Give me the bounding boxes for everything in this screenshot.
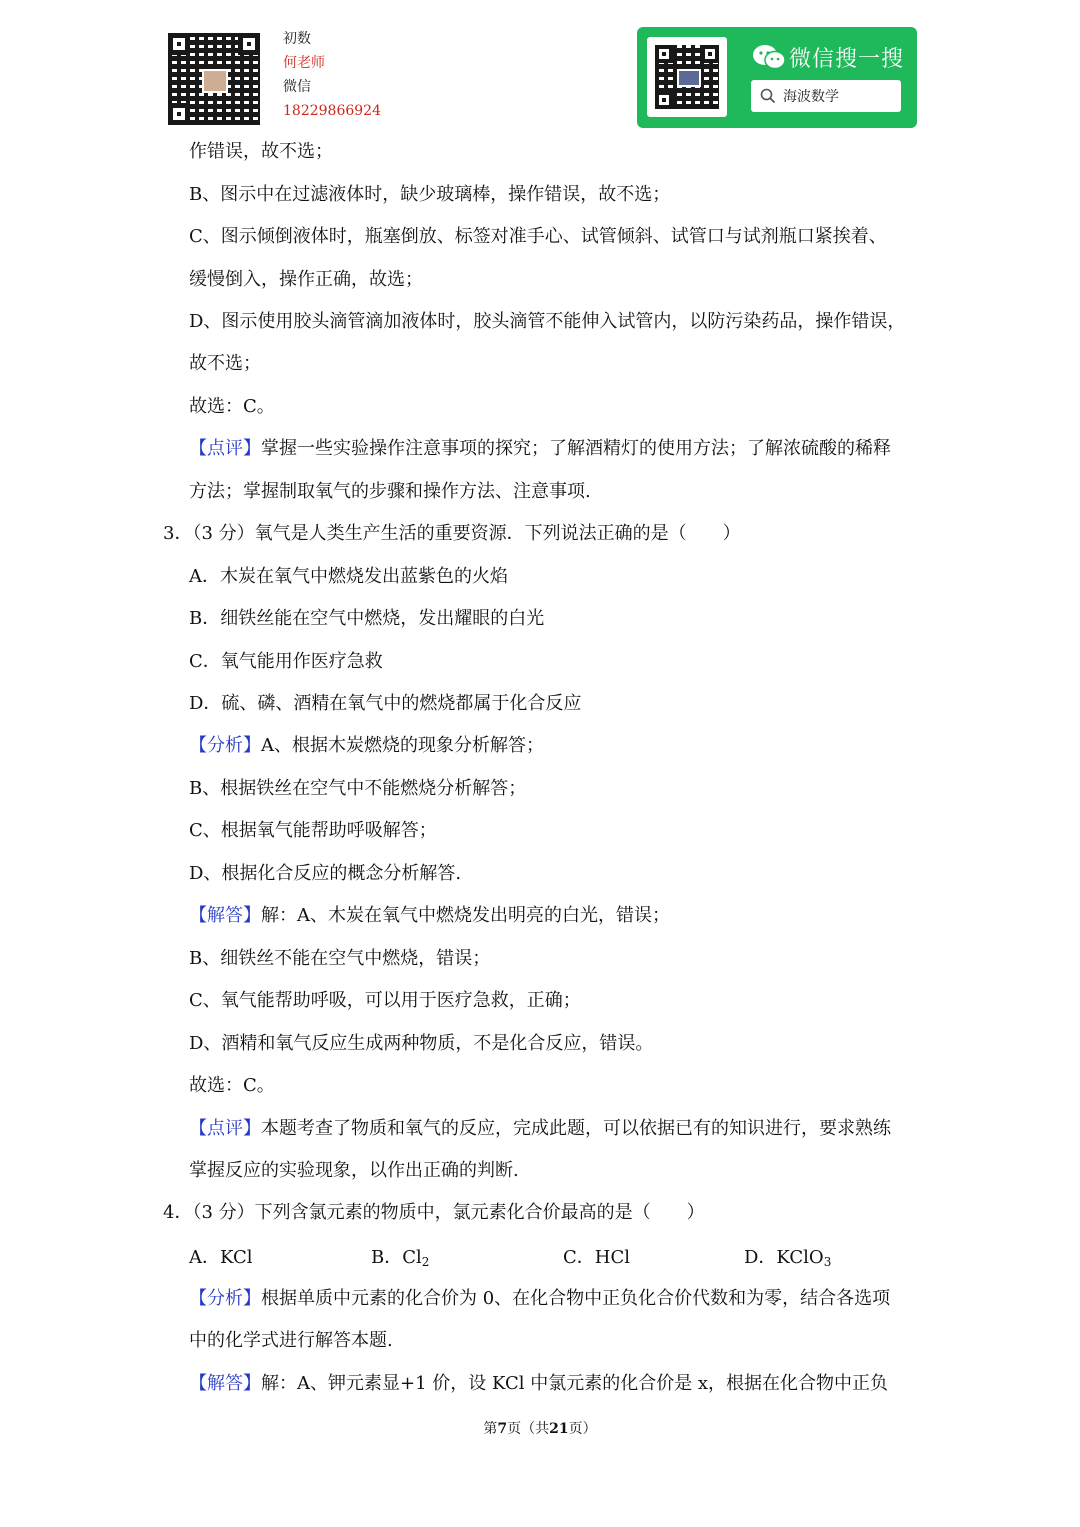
text-line: 故选：C。: [189, 1075, 275, 1096]
wechat-search-text: 海波数学: [783, 89, 839, 105]
option-c: C．HCl: [563, 1247, 630, 1268]
question-3: 3．（3 分）氧气是人类生产生活的重要资源．下列说法正确的是（ ）: [163, 523, 741, 544]
text-line: 故不选；: [189, 353, 261, 374]
option-a: A．木炭在氧气中燃烧发出蓝紫色的火焰: [189, 566, 508, 587]
contact-info: [283, 27, 381, 123]
solution-line: [189, 904, 670, 928]
text-line: B、细铁丝不能在空气中燃烧，错误；: [189, 948, 491, 969]
qr-finder: [168, 33, 190, 55]
analysis-tag: 【分析】: [189, 735, 261, 756]
option-d: D．KClO$_3$: [744, 1247, 832, 1269]
question-4: 4．（3 分）下列含氯元素的物质中，氯元素化合价最高的是（ ）: [163, 1202, 705, 1223]
qr-code-left: [168, 33, 260, 125]
solution-text: 解：A、钾元素显+1 价，设 KCl 中氯元素的化合价是 x，根据在化合物中正负: [261, 1373, 889, 1394]
qr-finder: [238, 33, 260, 55]
qr-code-right: [655, 45, 719, 109]
text-line: 方法；掌握制取氧气的步骤和操作方法、注意事项.: [189, 481, 591, 502]
option-b: B．$Cl_2$: [371, 1247, 430, 1269]
wechat-qr-box: [647, 37, 727, 117]
page-footer: [0, 1418, 1080, 1438]
page-number: 7: [497, 1421, 508, 1437]
qr-finder: [655, 91, 673, 109]
text-line: 中的化学式进行解答本题.: [189, 1330, 393, 1351]
analysis-tag: 【分析】: [189, 1288, 261, 1309]
solution-line: [189, 1372, 888, 1396]
text-line: C、氧气能帮助呼吸，可以用于医疗急救，正确；: [189, 990, 581, 1011]
text-line: B、根据铁丝在空气中不能燃烧分析解答；: [189, 778, 527, 799]
analysis-text: A、根据木炭燃烧的现象分析解答；: [261, 735, 544, 756]
text-line: D、酒精和氧气反应生成两种物质，不是化合反应，错误。: [189, 1033, 654, 1054]
wechat-icon: [752, 44, 786, 70]
footer-pre: 第: [483, 1421, 498, 1437]
page-total: 21: [549, 1421, 569, 1437]
qr-finder: [168, 103, 190, 125]
contact-name: 何老师: [283, 55, 325, 71]
comment-line: [189, 1117, 891, 1141]
option-d: D．硫、磷、酒精在氧气中的燃烧都属于化合反应: [189, 693, 582, 714]
solution-tag: 【解答】: [189, 1373, 261, 1394]
wechat-search-title: 微信搜一搜: [789, 47, 905, 72]
contact-line3: 微信: [283, 79, 311, 95]
text-line: D、图示使用胶头滴管滴加液体时，胶头滴管不能伸入试管内，以防污染药品，操作错误，: [189, 311, 906, 332]
option-b: B．细铁丝能在空气中燃烧，发出耀眼的白光: [189, 608, 545, 629]
footer-mid: 页（共: [507, 1421, 550, 1437]
text-line: D、根据化合反应的概念分析解答.: [189, 863, 462, 884]
wechat-search-box[interactable]: [751, 80, 901, 112]
solution-tag: 【解答】: [189, 905, 261, 926]
search-icon: [760, 88, 776, 104]
contact-line1: 初数: [283, 31, 311, 47]
text-line: 作错误，故不选；: [189, 141, 333, 162]
text-line: 故选：C。: [189, 396, 275, 417]
comment-tag: 【点评】: [189, 1118, 261, 1139]
wechat-search-card[interactable]: [637, 27, 917, 128]
text-line: C、根据氧气能帮助呼吸解答；: [189, 820, 437, 841]
analysis-line: [189, 1287, 890, 1311]
analysis-text: 根据单质中元素的化合价为 0、在化合物中正负化合价代数和为零，结合各选项: [261, 1288, 891, 1309]
comment-line: [189, 437, 891, 461]
contact-phone: 18229866924: [283, 103, 381, 119]
qr-avatar: [202, 69, 228, 93]
footer-post: 页）: [568, 1421, 597, 1437]
text-line: 掌握反应的实验现象，以作出正确的判断.: [189, 1160, 519, 1181]
text-line: B、图示中在过滤液体时，缺少玻璃棒，操作错误，故不选；: [189, 184, 671, 205]
text-line: C、图示倾倒液体时，瓶塞倒放、标签对准手心、试管倾斜、试管口与试剂瓶口紧挨着、: [189, 226, 887, 247]
analysis-line: [189, 734, 544, 758]
comment-text: 掌握一些实验操作注意事项的探究；了解酒精灯的使用方法；了解浓硫酸的稀释: [261, 438, 891, 459]
qr-finder: [701, 45, 719, 63]
option-a: A．KCl: [189, 1247, 253, 1268]
comment-text: 本题考查了物质和氧气的反应，完成此题，可以依据已有的知识进行，要求熟练: [261, 1118, 891, 1139]
option-c: C．氧气能用作医疗急救: [189, 651, 383, 672]
comment-tag: 【点评】: [189, 438, 261, 459]
solution-text: 解：A、木炭在氧气中燃烧发出明亮的白光，错误；: [261, 905, 670, 926]
text-line: 缓慢倒入，操作正确，故选；: [189, 269, 423, 290]
qr-finder: [655, 45, 673, 63]
qr-logo: [677, 69, 701, 87]
